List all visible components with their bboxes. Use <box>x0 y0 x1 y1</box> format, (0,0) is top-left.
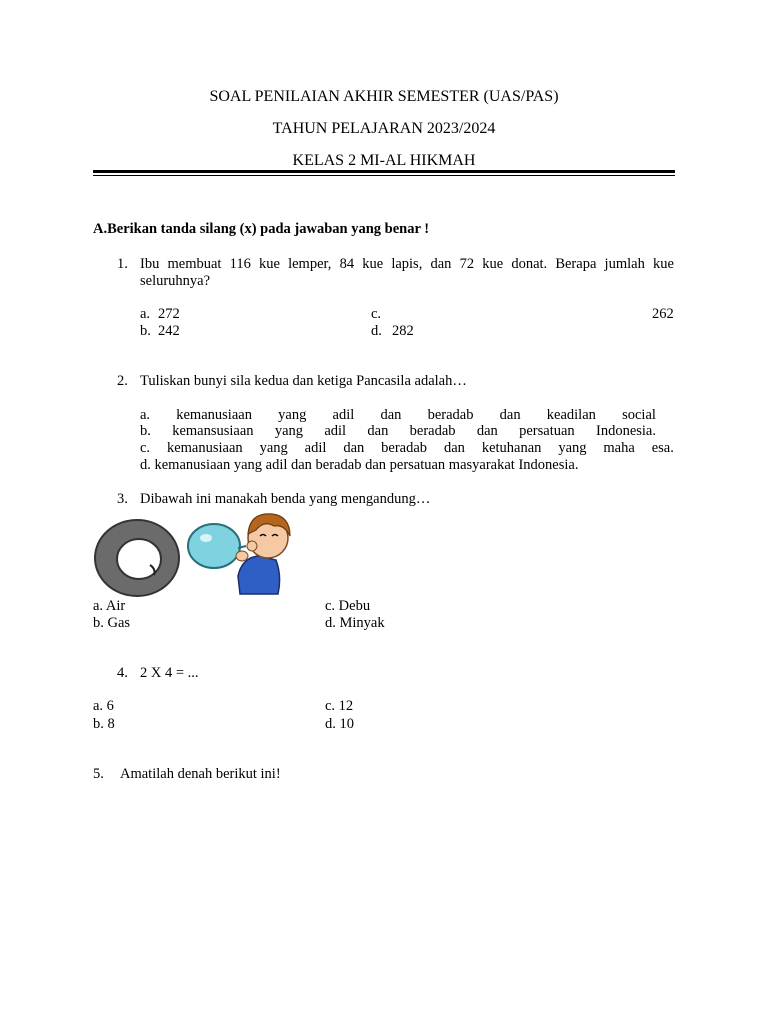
q2-option-c[interactable] <box>140 440 674 457</box>
q4-text: 2 X 4 = ... <box>140 665 199 681</box>
header-year: TAHUN PELAJARAN 2023/2024 <box>272 120 496 137</box>
header-rule-thin <box>93 175 675 176</box>
q5-number: 5. <box>93 766 104 782</box>
word: kue <box>362 256 384 272</box>
q3-option-c[interactable]: c. Debu <box>325 598 371 614</box>
word: c. <box>140 440 151 456</box>
q1-option-a-value: 272 <box>158 306 180 322</box>
word: keadilan <box>546 407 596 423</box>
word: esa. <box>651 440 674 456</box>
q1-text-line1 <box>140 256 674 273</box>
word: a. <box>140 407 151 423</box>
q4-option-d[interactable]: d. 10 <box>325 716 354 732</box>
word: yang <box>274 423 304 439</box>
word: social <box>622 407 656 423</box>
q3-option-b[interactable]: b. Gas <box>93 615 131 631</box>
q4-option-a[interactable]: a. 6 <box>93 698 114 714</box>
q2-option-a[interactable] <box>140 407 656 424</box>
word: donat. <box>511 256 548 272</box>
word: kue <box>259 256 280 272</box>
q2-number: 2. <box>117 373 128 389</box>
word: kue <box>652 256 674 272</box>
q1-option-c-value: 262 <box>652 306 674 322</box>
word: kemansusiaan <box>172 423 254 439</box>
q5-text: Amatilah denah berikut ini! <box>120 766 281 782</box>
word: Berapa <box>555 256 597 272</box>
word: beradab <box>409 423 456 439</box>
q3-option-d[interactable]: d. Minyak <box>325 615 385 631</box>
word: Indonesia. <box>595 423 656 439</box>
word: dan <box>430 256 452 272</box>
word: lemper, <box>288 256 332 272</box>
q2-option-d[interactable]: d. kemanusiaan yang adil dan beradab dan persatuan masyarakat Indonesia. <box>140 457 579 473</box>
q3-number: 3. <box>117 491 128 507</box>
word: adil <box>332 407 355 423</box>
q3-option-a[interactable]: a. Air <box>93 598 126 614</box>
word: kemanusiaan <box>176 407 252 423</box>
q2-option-b[interactable] <box>140 423 656 440</box>
q4-number: 4. <box>117 665 128 681</box>
word: kemanusiaan <box>166 440 243 456</box>
q1-number: 1. <box>117 256 128 272</box>
word: kue <box>482 256 504 272</box>
section-instruction: A.Berikan tanda silang (x) pada jawaban yang benar ! <box>93 221 430 237</box>
q1-option-c-label[interactable]: c. <box>371 306 382 322</box>
word: jumlah <box>604 256 645 272</box>
word: dan <box>443 440 465 456</box>
word: membuat <box>167 256 222 272</box>
word: 84 <box>339 256 355 272</box>
word: Ibu <box>140 256 160 272</box>
boy-balloon-picture <box>186 506 296 596</box>
word: 72 <box>459 256 475 272</box>
q1-option-a-label[interactable]: a. <box>140 306 151 322</box>
q1-option-b-label[interactable]: b. <box>140 323 151 339</box>
word: dan <box>499 407 521 423</box>
word: b. <box>140 423 151 439</box>
word: yang <box>278 407 307 423</box>
q1-option-d-label[interactable]: d. <box>371 323 382 339</box>
word: yang <box>259 440 288 456</box>
header-rule-thick <box>93 170 675 173</box>
q2-text: Tuliskan bunyi sila kedua dan ketiga Pancasila adalah… <box>140 373 467 389</box>
header-title: SOAL PENILAIAN AKHIR SEMESTER (UAS/PAS) <box>209 88 559 105</box>
tire-picture <box>92 515 184 599</box>
q4-option-b[interactable]: b. 8 <box>93 716 115 732</box>
word: lapis, <box>391 256 423 272</box>
word: persatuan <box>519 423 575 439</box>
word: 116 <box>229 256 251 272</box>
q1-option-b-value: 242 <box>158 323 180 339</box>
word: dan <box>343 440 365 456</box>
word: adil <box>324 423 347 439</box>
word: beradab <box>427 407 474 423</box>
q3-text: Dibawah ini manakah benda yang mengandung… <box>140 491 431 507</box>
q4-option-c[interactable]: c. 12 <box>325 698 354 714</box>
word: dan <box>367 423 389 439</box>
word: yang <box>558 440 587 456</box>
q1-option-d-value: 282 <box>392 323 414 339</box>
word: dan <box>380 407 402 423</box>
word: maha <box>603 440 635 456</box>
q1-text-line2: seluruhnya? <box>140 273 211 289</box>
word: adil <box>304 440 327 456</box>
word: ketuhanan <box>481 440 542 456</box>
word: dan <box>476 423 498 439</box>
word: beradab <box>381 440 428 456</box>
header-class: KELAS 2 MI-AL HIKMAH <box>292 152 476 169</box>
